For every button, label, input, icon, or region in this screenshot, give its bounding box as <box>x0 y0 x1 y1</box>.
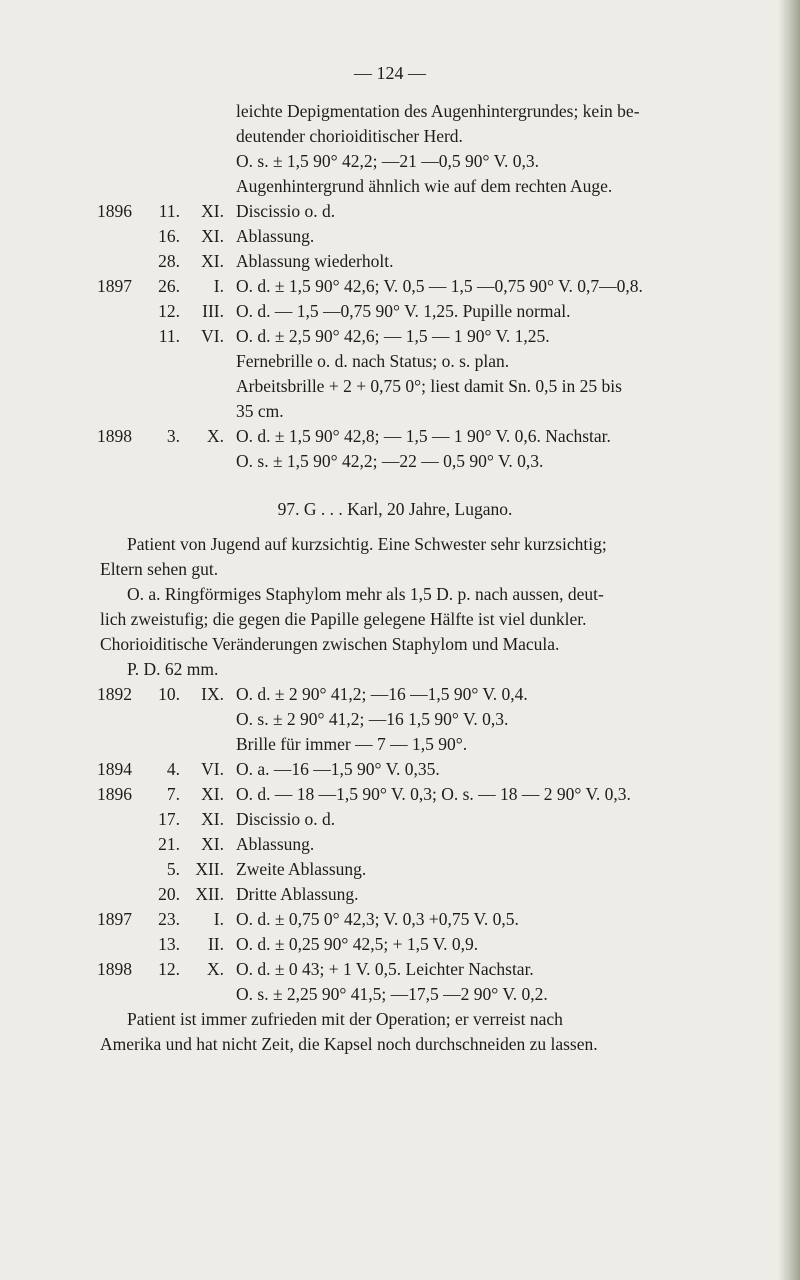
page-number: — 124 — <box>354 63 426 83</box>
paragraph-line: Patient von Jugend auf kurzsichtig. Eine Schwester sehr kurzsichtig; <box>127 534 607 554</box>
paragraph-line: P. D. 62 mm. <box>127 659 219 679</box>
row-year: 1894 <box>97 759 132 779</box>
row-month: XI. <box>201 226 224 246</box>
intro-line: deutender chorioiditischer Herd. <box>236 126 463 146</box>
row-text: O. s. ± 1,5 90° 42,2; —22 — 0,5 90° V. 0,3. <box>236 451 544 471</box>
row-month: I. <box>213 276 224 296</box>
row-text: Zweite Ablassung. <box>236 859 367 879</box>
row-day: 11. <box>158 201 180 221</box>
row-day: 11. <box>158 326 180 346</box>
row-day: 28. <box>158 251 180 271</box>
row-day: 3. <box>166 426 180 446</box>
row-month: I. <box>213 909 224 929</box>
row-day: 23. <box>158 909 180 929</box>
row-text: Arbeitsbrille + 2 + 0,75 0°; liest damit Sn. 0,5 in 25 bis <box>236 376 622 396</box>
row-month: XI. <box>201 834 224 854</box>
row-text: O. d. ± 1,5 90° 42,6; V. 0,5 — 1,5 —0,75 90° V. 0,7—0,8. <box>236 276 643 296</box>
closing-line: Amerika und hat nicht Zeit, die Kapsel noch durchschneiden zu lassen. <box>100 1034 598 1054</box>
row-day: 13. <box>158 934 180 954</box>
paragraph-line: O. a. Ringförmiges Staphylom mehr als 1,5 D. p. nach aussen, deut- <box>127 584 604 604</box>
intro-line: leichte Depigmentation des Augenhintergrundes; kein be- <box>236 101 640 121</box>
row-text: O. d. — 18 —1,5 90° V. 0,3; O. s. — 18 — 2 90° V. 0,3. <box>236 784 631 804</box>
row-month: X. <box>206 426 224 446</box>
row-text: O. s. ± 2,25 90° 41,5; —17,5 —2 90° V. 0,2. <box>236 984 548 1004</box>
row-day: 10. <box>158 684 180 704</box>
row-month: X. <box>206 959 224 979</box>
row-month: VI. <box>201 759 224 779</box>
row-month: XII. <box>195 859 224 879</box>
row-year: 1897 <box>97 276 132 296</box>
row-month: XI. <box>201 784 224 804</box>
row-day: 20. <box>158 884 180 904</box>
row-text: Ablassung wiederholt. <box>236 251 394 271</box>
row-text: Discissio o. d. <box>236 201 336 221</box>
row-year: 1898 <box>97 959 132 979</box>
row-text: Fernebrille o. d. nach Status; o. s. plan. <box>236 351 510 371</box>
row-year: 1892 <box>97 684 132 704</box>
case-title: 97. G . . . Karl, 20 Jahre, Lugano. <box>277 499 513 519</box>
row-text: Ablassung. <box>236 834 315 854</box>
page-edge-shadow <box>778 0 800 1280</box>
row-day: 26. <box>158 276 180 296</box>
row-text: O. d. ± 0,75 0° 42,3; V. 0,3 +0,75 V. 0,5. <box>236 909 519 929</box>
row-day: 16. <box>158 226 180 246</box>
row-month: IX. <box>201 684 224 704</box>
row-text: Brille für immer — 7 — 1,5 90°. <box>236 734 468 754</box>
row-month: III. <box>202 301 224 321</box>
row-text: Dritte Ablassung. <box>236 884 359 904</box>
row-year: 1897 <box>97 909 132 929</box>
row-month: II. <box>207 934 224 954</box>
row-month: VI. <box>201 326 224 346</box>
row-day: 21. <box>158 834 180 854</box>
row-day: 12. <box>158 301 180 321</box>
paragraph-line: Eltern sehen gut. <box>100 559 219 579</box>
row-day: 7. <box>166 784 180 804</box>
row-day: 12. <box>158 959 180 979</box>
row-text: O. d. ± 0,25 90° 42,5; + 1,5 V. 0,9. <box>236 934 479 954</box>
row-year: 1898 <box>97 426 132 446</box>
row-year: 1896 <box>97 784 132 804</box>
row-text: O. d. ± 2,5 90° 42,6; — 1,5 — 1 90° V. 1,25. <box>236 326 550 346</box>
row-day: 4. <box>166 759 180 779</box>
paragraph-line: Chorioiditische Veränderungen zwischen Staphylom und Macula. <box>100 634 560 654</box>
row-day: 17. <box>158 809 180 829</box>
row-text: O. d. ± 1,5 90° 42,8; — 1,5 — 1 90° V. 0,6. Nachstar. <box>236 426 611 446</box>
row-text: Ablassung. <box>236 226 315 246</box>
intro-line: O. s. ± 1,5 90° 42,2; —21 —0,5 90° V. 0,3. <box>236 151 539 171</box>
row-text: Discissio o. d. <box>236 809 336 829</box>
row-month: XII. <box>195 884 224 904</box>
row-month: XI. <box>201 251 224 271</box>
intro-line: Augenhintergrund ähnlich wie auf dem rechten Auge. <box>236 176 613 196</box>
row-text: O. d. ± 0 43; + 1 V. 0,5. Leichter Nachstar. <box>236 959 534 979</box>
row-year: 1896 <box>97 201 132 221</box>
row-text: 35 cm. <box>236 401 284 421</box>
row-day: 5. <box>166 859 180 879</box>
paragraph-line: lich zweistufig; die gegen die Papille gelegene Hälfte ist viel dunkler. <box>100 609 587 629</box>
row-month: XI. <box>201 809 224 829</box>
row-text: O. d. ± 2 90° 41,2; —16 —1,5 90° V. 0,4. <box>236 684 528 704</box>
row-month: XI. <box>201 201 224 221</box>
row-text: O. s. ± 2 90° 41,2; —16 1,5 90° V. 0,3. <box>236 709 509 729</box>
row-text: O. a. —16 —1,5 90° V. 0,35. <box>236 759 440 779</box>
closing-line: Patient ist immer zufrieden mit der Operation; er verreist nach <box>127 1009 563 1029</box>
row-text: O. d. — 1,5 —0,75 90° V. 1,25. Pupille normal. <box>236 301 571 321</box>
